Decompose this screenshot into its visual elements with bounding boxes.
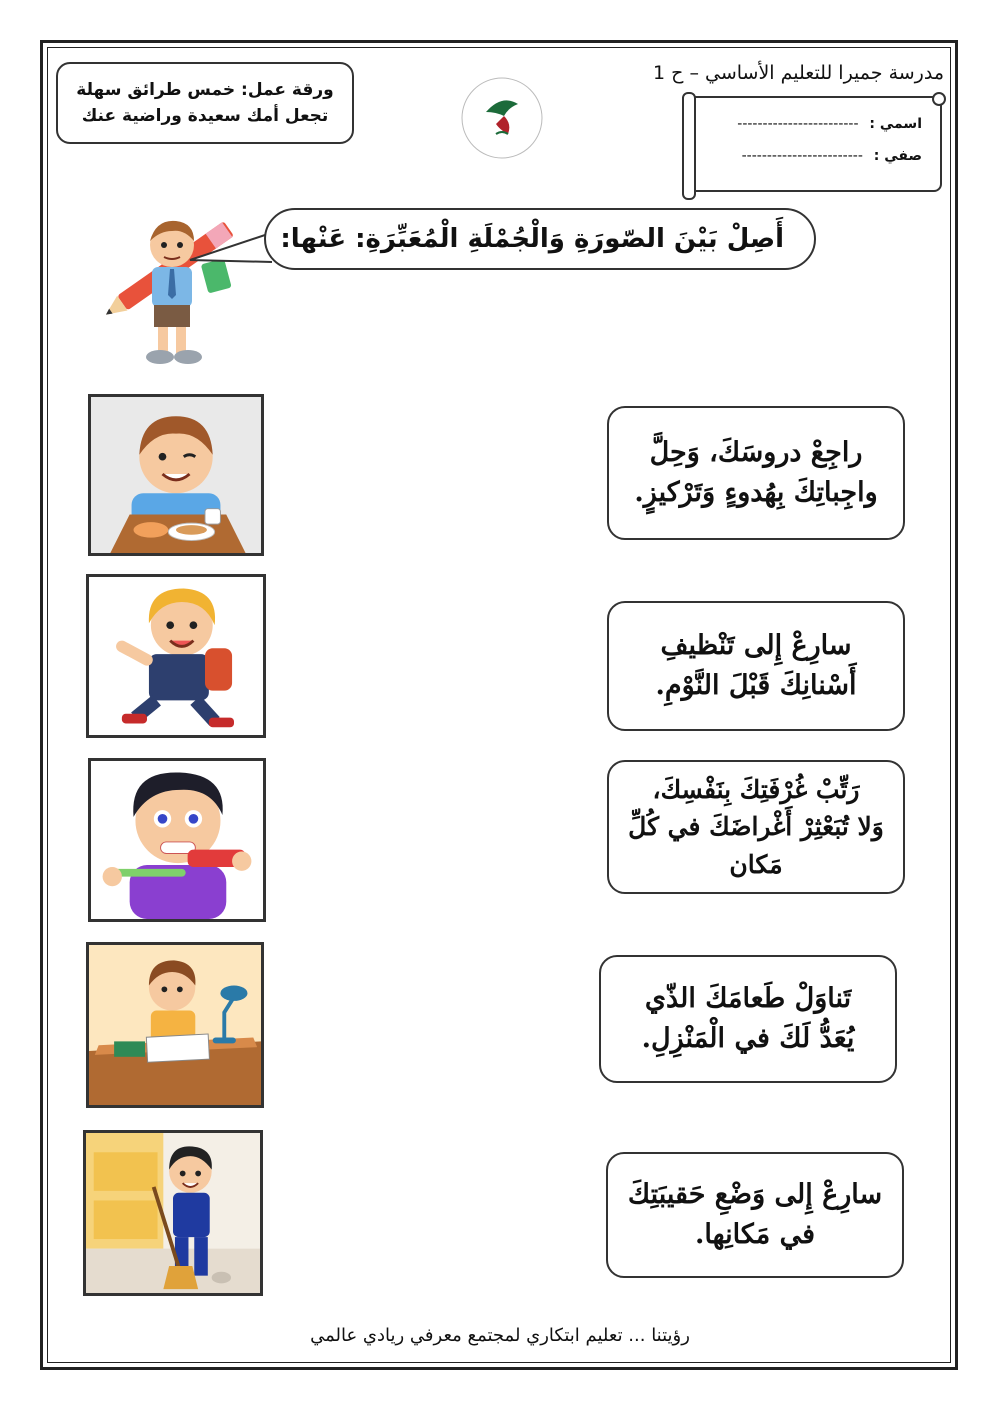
worksheet-title-line-1: ورقة عمل: خمس طرائق سهلة [76, 79, 334, 100]
sentence-3-line-1: رَتِّبْ غُرْفَتِكَ بِنَفْسِكَ، [652, 774, 860, 804]
sentence-4-line-1: تَناوَلْ طَعامَكَ الذّي [644, 982, 852, 1014]
sentence-3-line-2: وَلا تُبَعْثِرْ أَغْراضَكَ في كُلِّ [628, 812, 884, 842]
student-info-scroll [686, 96, 942, 192]
class-blank[interactable]: ------------------------ [741, 148, 863, 164]
instruction-bubble [264, 208, 816, 270]
name-label: اسمي : [869, 116, 922, 132]
picture-sweeping[interactable] [83, 1130, 263, 1296]
class-label: صفي : [873, 148, 922, 164]
sentence-1-line-1: راجِعْ دروسَكَ، وَحِلَّ [649, 436, 863, 468]
worksheet-title-box [56, 62, 354, 144]
instruction-text: أَصِلْ بَيْنَ الصّورَةِ وَالْجُمْلَةِ الْمُعَبِّرَةِ: عَنْها: [280, 224, 784, 254]
speech-bubble-tail [186, 230, 276, 270]
class-field[interactable] [742, 148, 922, 164]
sentence-5-line-1: سارِعْ إِلى وَضْعِ حَقيبَتِكَ [627, 1178, 883, 1210]
sentence-card-5[interactable] [606, 1152, 904, 1278]
sentence-3-line-3: مَكان [729, 849, 783, 879]
picture-studying-desk[interactable] [86, 942, 264, 1108]
sentence-card-1[interactable] [607, 406, 905, 540]
sentence-2-line-1: سارِعْ إِلى تَنْظيفِ [660, 629, 852, 661]
school-name: مدرسة جميرا للتعليم الأساسي – ح 1 [653, 62, 944, 84]
name-blank[interactable]: ------------------------ [737, 116, 859, 132]
name-field[interactable] [737, 116, 922, 132]
picture-eating[interactable] [88, 394, 264, 556]
vision-footer: رؤيتنا ... تعليم ابتكاري لمجتمع معرفي ريادي عالمي [310, 1325, 690, 1346]
sentence-4-line-2: يُعَدُّ لَكَ في الْمَنْزِلِ. [641, 1023, 855, 1054]
picture-brushing-teeth[interactable] [88, 758, 266, 922]
sentence-card-2[interactable] [607, 601, 905, 731]
sentence-2-line-2: أَسْنانِكَ قَبْلَ النَّوْمِ. [655, 670, 857, 701]
school-logo-icon [456, 72, 548, 164]
sentence-card-4[interactable] [599, 955, 897, 1083]
sentence-card-3[interactable] [607, 760, 905, 894]
sentence-5-line-2: في مَكانِها. [695, 1219, 815, 1250]
worksheet-title-line-2: تجعل أمك سعيدة وراضية عنك [81, 106, 329, 126]
sentence-1-line-2: واجِباتِكَ بِهُدوءٍ وَتَرْكيزٍ. [634, 477, 878, 508]
picture-school-bag[interactable] [86, 574, 266, 738]
